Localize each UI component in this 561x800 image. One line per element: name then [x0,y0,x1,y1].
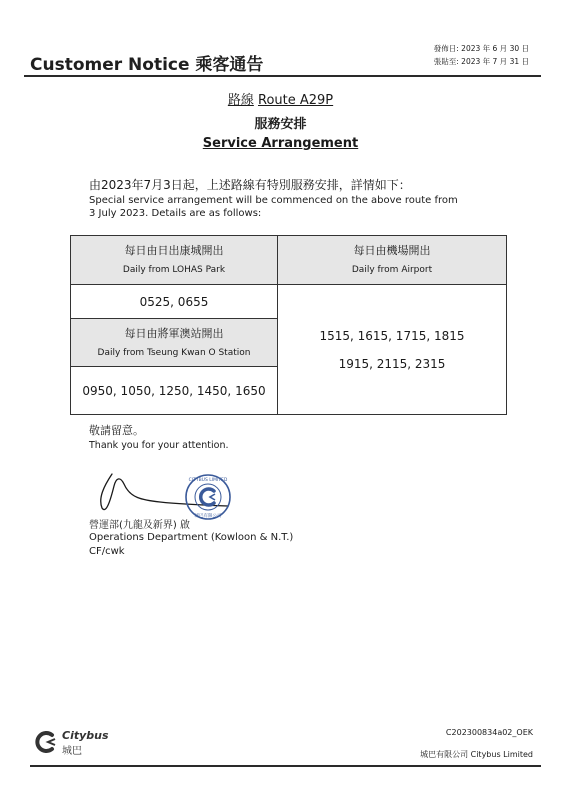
lohas-title-en: Daily from LOHAS Park [122,265,226,275]
intro-text-en: Special service arrangement will be commenced on the above route from 3 July 2023. Details are as follows: [89,195,458,219]
logo-text-zh: 城巴 [62,746,82,757]
notice-title: Customer Notice 乘客通告 [30,55,264,75]
closing-text-en: Thank you for your attention. [89,440,229,451]
issue-date-row [434,42,529,55]
header-divider [24,75,541,77]
notice-dates [434,42,529,68]
company-seal-stamp [184,473,232,521]
tko-title-en: Daily from Tseung Kwan O Station [97,347,251,358]
logo-text-en: Citybus [62,729,109,742]
post-until-value: 2023 年 7 月 31 日 [461,57,529,66]
tko-times: 0950, 1050, 1250, 1450, 1650 [82,383,266,398]
lohas-times: 0525, 0655 [139,294,209,309]
tko-header-cell [71,319,278,367]
department-ref: CF/cwk [89,546,125,557]
lohas-title-zh: 每日由日出康城開出 [124,244,224,257]
tko-title-zh: 每日由將軍澳站開出 [124,326,224,340]
svg-text:CITYBUS LIMITED: CITYBUS LIMITED [188,478,228,483]
route-label: Route A29P [258,93,334,108]
footer-divider [30,765,541,767]
issue-date-label: 發佈日: [433,44,459,53]
svg-text:城巴有限公司: 城巴有限公司 [194,514,222,519]
post-until-row [434,55,529,68]
citybus-logo [34,727,124,757]
route-heading [0,89,561,108]
schedule-table [70,235,507,415]
document-reference: C202300834a02_OEK [445,728,533,737]
lohas-header-cell [71,236,278,285]
airport-header-cell [278,236,507,285]
issue-date-value: 2023 年 6 月 30 日 [461,44,529,53]
airport-times-line2: 1915, 2115, 2315 [338,356,446,371]
post-until-label: 張貼至: [433,57,459,66]
lohas-times-cell [71,285,278,319]
company-name: 城巴有限公司 Citybus Limited [420,750,533,759]
airport-times-line1: 1515, 1615, 1715, 1815 [319,328,465,343]
citybus-logo-icon [34,729,60,755]
department-name-en: Operations Department (Kowloon & N.T.) [89,532,294,543]
route-prefix: 路線 [227,93,254,108]
arrangement-title-zh: 服務安排 [254,117,307,132]
airport-title-zh: 每日由機場開出 [353,244,431,257]
arrangement-title-en: Service Arrangement [202,136,359,151]
airport-times-cell [278,285,507,415]
closing-text-zh: 敬請留意。 [89,424,144,437]
department-name-zh: 營運部(九龍及新界) 啟 [89,520,190,531]
intro-text-zh: 由2023年7月3日起，上述路線有特別服務安排，詳情如下： [89,178,411,192]
airport-title-en: Daily from Airport [351,265,433,275]
tko-times-cell [71,367,278,415]
